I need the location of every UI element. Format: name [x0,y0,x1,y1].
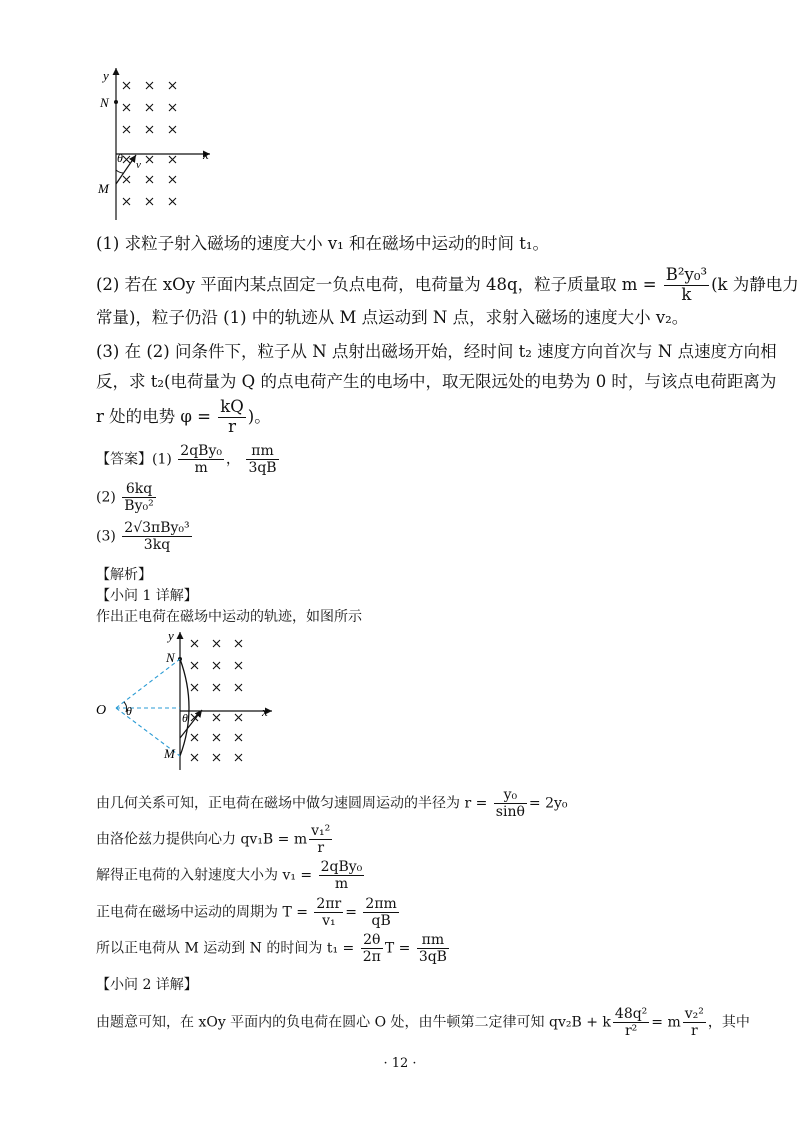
fraction-phi: $\frac{kQ}{r}$ [220,397,244,436]
question-2-line-2: 常量)，粒子仍沿 (1) 中的轨迹从 M 点运动到 N 点，求射入磁场的速度大小 v₂。 [96,308,689,327]
step-5: 所以正电荷从 M 运动到 N 的时间为 t₁ = $\frac{2\theta}{2\pi}$ T = $\frac{\pi m}{3qB}$ [96,932,447,966]
subquestion-1-heading: 【小问 1 详解】 [96,588,198,604]
question-3-line-2: 反，求 t₂(电荷量为 Q 的点电荷产生的电场中，取无限远处的电势为 0 时，与该点电荷距离为 [96,372,777,391]
point-m-label: M [98,181,109,196]
question-3-line-1: (3) 在 (2) 问条件下，粒子从 N 点射出磁场开始，经时间 t₂ 速度方向首次与 N 点速度方向相 [96,342,777,361]
velocity-label: v [136,159,141,171]
svg-text:θ: θ [182,711,188,725]
question-1: (1) 求粒子射入磁场的速度大小 v₁ 和在磁场中运动的时间 t₁。 [96,234,550,253]
figure-1-magnetic-field [96,62,216,222]
svg-text:O: O [96,703,107,718]
step-1: 由几何关系可知，正电荷在磁场中做匀速圆周运动的半径为 r = $\frac{\text{y₀}}{\sin\theta}$ = 2y₀ [96,787,568,821]
question-3-line-3: r 处的电势 φ = $\frac{kQ}{r}$ )。 [96,397,271,436]
subquestion-2-heading: 【小问 2 详解】 [96,977,198,993]
y-axis-label: y [103,68,109,83]
svg-text:y: y [168,628,174,643]
svg-text:x: x [262,704,268,719]
answer-1: 【答案】(1) $\frac{\text{2qBy₀}}{m}$ ， $\frac{\pi m}{3qB}$ [96,443,277,477]
step-2: 由洛伦兹力提供向心力 qv₁B = m $\frac{\text{v₁²}}{r}$ [96,823,331,857]
question-2-line-1: (2) 若在 xOy 平面内某点固定一负点电荷，电荷量为 48q，粒子质量取 m = $\frac{\text{B²y₀³}}{k}$ (k 为静电力 [96,265,799,304]
theta-label: θ [117,151,123,165]
x-axis-label: x [203,147,209,162]
fraction-m: $\frac{\text{B²y₀³}}{k}$ [665,265,708,304]
step-3: 解得正电荷的入射速度大小为 v₁ = $\frac{\text{2qBy₀}}{m}$ [96,859,363,893]
page-number: · 12 · [383,1056,417,1071]
step-4: 正电荷在磁场中运动的周期为 T = $\frac{2\pi r}{\text{v₁}}$ = $\frac{2\pi m}{qB}$ [96,896,397,930]
svg-text:θ: θ [126,704,132,718]
point-n-label: N [100,95,109,110]
analysis-intro: 作出正电荷在磁场中运动的轨迹，如图所示 [96,609,362,625]
field-crosses [123,82,176,205]
answer-2: (2) $\frac{6kq}{\text{By₀²}}$ [96,481,154,515]
svg-text:M: M [164,746,175,761]
analysis-label: 【解析】 [96,567,152,583]
step-6: 由题意可知，在 xOy 平面内的负电荷在圆心 O 处，由牛顿第二定律可知 qv₂B + k $\frac{\text{48q²}}{\text{r²}}$ = m $\frac{\text{v₂²}}{r}$ ，其中 [96,1006,750,1040]
field-crosses [191,640,242,761]
figure-2-trajectory [94,626,284,772]
svg-text:N: N [166,650,175,665]
answer-3: (3) $\frac{\text{2√3πBy₀³}}{3kq}$ [96,520,190,554]
